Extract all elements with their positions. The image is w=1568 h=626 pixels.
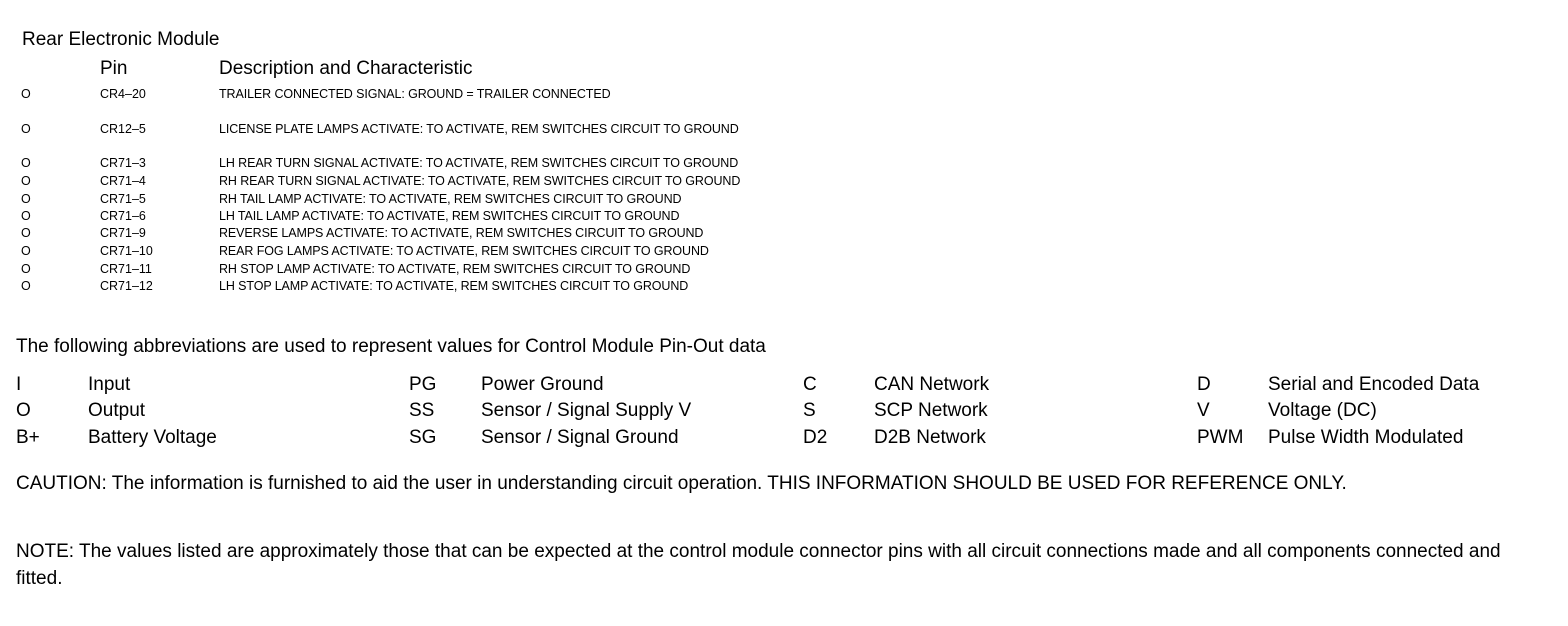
pin-id: CR71–5 xyxy=(100,192,146,206)
abbreviation-code: SS xyxy=(409,400,435,421)
pin-description: REVERSE LAMPS ACTIVATE: TO ACTIVATE, REM SWITCHES CIRCUIT TO GROUND xyxy=(219,226,704,240)
pin-row xyxy=(0,192,900,206)
pin-id: CR71–4 xyxy=(100,174,146,188)
abbreviation-meaning: Output xyxy=(88,400,146,421)
pin-description: TRAILER CONNECTED SIGNAL: GROUND = TRAILER CONNECTED xyxy=(219,87,611,101)
abbreviation-code: B+ xyxy=(16,427,40,448)
abbreviation-code: V xyxy=(1197,400,1210,421)
description-column-header: Description and Characteristic xyxy=(219,58,473,79)
pin-io-type: O xyxy=(21,192,31,206)
pin-description: RH STOP LAMP ACTIVATE: TO ACTIVATE, REM SWITCHES CIRCUIT TO GROUND xyxy=(219,262,691,276)
abbreviation-meaning: Sensor / Signal Ground xyxy=(481,427,679,448)
abbreviation-meaning: Pulse Width Modulated xyxy=(1268,427,1464,448)
pin-io-type: O xyxy=(21,156,31,170)
pin-description: LH TAIL LAMP ACTIVATE: TO ACTIVATE, REM SWITCHES CIRCUIT TO GROUND xyxy=(219,209,680,223)
pin-column-header: Pin xyxy=(100,58,128,79)
abbreviation-code: O xyxy=(16,400,31,421)
pin-id: CR12–5 xyxy=(100,122,146,136)
pin-id: CR71–10 xyxy=(100,244,153,258)
abbreviation-meaning: Power Ground xyxy=(481,374,604,395)
pin-io-type: O xyxy=(21,87,31,101)
abbreviation-meaning: Input xyxy=(88,374,131,395)
pin-io-type: O xyxy=(21,244,31,258)
abbreviation-code: D2 xyxy=(803,427,828,448)
pin-io-type: O xyxy=(21,279,31,293)
pin-id: CR71–12 xyxy=(100,279,153,293)
pin-row xyxy=(0,87,900,101)
caution-text: CAUTION: The information is furnished to aid the user in understanding circuit operation. THIS INFORMATION SHOULD BE USED FOR REFERENCE ONLY. xyxy=(16,473,1347,494)
abbreviation-code: PG xyxy=(409,374,437,395)
pin-row xyxy=(0,209,900,223)
pin-description: RH TAIL LAMP ACTIVATE: TO ACTIVATE, REM SWITCHES CIRCUIT TO GROUND xyxy=(219,192,682,206)
pin-id: CR71–9 xyxy=(100,226,146,240)
abbreviation-meaning: Serial and Encoded Data xyxy=(1268,374,1480,395)
pin-id: CR71–6 xyxy=(100,209,146,223)
pin-row xyxy=(0,244,900,258)
pin-description: REAR FOG LAMPS ACTIVATE: TO ACTIVATE, REM SWITCHES CIRCUIT TO GROUND xyxy=(219,244,709,258)
pin-io-type: O xyxy=(21,122,31,136)
abbreviation-meaning: CAN Network xyxy=(874,374,990,395)
pin-io-type: O xyxy=(21,262,31,276)
pin-io-type: O xyxy=(21,226,31,240)
abbreviations-intro: The following abbreviations are used to represent values for Control Module Pin-Out data xyxy=(16,336,766,357)
pin-id: CR71–11 xyxy=(100,262,152,276)
pin-row xyxy=(0,156,900,170)
pin-io-type: O xyxy=(21,209,31,223)
abbreviation-code: C xyxy=(803,374,817,395)
pin-description: LH REAR TURN SIGNAL ACTIVATE: TO ACTIVATE, REM SWITCHES CIRCUIT TO GROUND xyxy=(219,156,739,170)
pin-description: RH REAR TURN SIGNAL ACTIVATE: TO ACTIVATE, REM SWITCHES CIRCUIT TO GROUND xyxy=(219,174,741,188)
pin-id: CR4–20 xyxy=(100,87,146,101)
pin-description: LICENSE PLATE LAMPS ACTIVATE: TO ACTIVATE, REM SWITCHES CIRCUIT TO GROUND xyxy=(219,122,739,136)
abbreviation-meaning: Sensor / Signal Supply V xyxy=(481,400,692,421)
pin-row xyxy=(0,279,900,293)
abbreviation-code: SG xyxy=(409,427,437,448)
abbreviation-code: I xyxy=(16,374,22,395)
pin-row xyxy=(0,262,900,276)
pin-id: CR71–3 xyxy=(100,156,146,170)
abbreviation-meaning: SCP Network xyxy=(874,400,988,421)
pin-row xyxy=(0,174,900,188)
abbreviation-code: D xyxy=(1197,374,1211,395)
pin-row xyxy=(0,122,900,136)
abbreviation-meaning: Voltage (DC) xyxy=(1268,400,1377,421)
pin-description: LH STOP LAMP ACTIVATE: TO ACTIVATE, REM SWITCHES CIRCUIT TO GROUND xyxy=(219,279,689,293)
note-text: NOTE: The values listed are approximately those that can be expected at the control module connector pins with all circuit connections made and all components connected and fitted. xyxy=(16,541,1501,589)
module-title: Rear Electronic Module xyxy=(22,29,220,50)
abbreviation-code: PWM xyxy=(1197,427,1244,448)
abbreviation-code: S xyxy=(803,400,816,421)
pin-row xyxy=(0,226,900,240)
abbreviation-meaning: D2B Network xyxy=(874,427,986,448)
pin-io-type: O xyxy=(21,174,31,188)
abbreviation-meaning: Battery Voltage xyxy=(88,427,217,448)
